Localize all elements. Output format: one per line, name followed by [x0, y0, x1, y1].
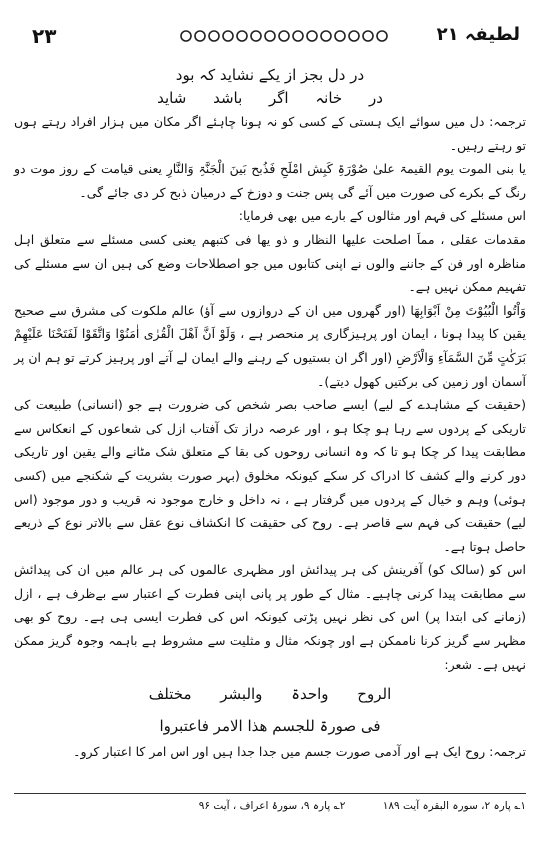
chain-link: [321, 31, 331, 41]
chain-link: [251, 31, 261, 41]
chain-link: [265, 31, 275, 41]
chain-link: [223, 31, 233, 41]
chain-link: [349, 31, 359, 41]
chapter-title: لطیفہ ۲۱: [436, 24, 520, 45]
page-number: ۲۳: [32, 24, 57, 48]
footnote-2: ۲؎ پارہ ۹، سورۂ اعراف ، آیت ۹۶: [198, 800, 346, 812]
hadith-paragraph: یا بنی الموت یوم القیمۃ علیٰ صُوْرَۃِ کَبِش امْلَحِ فَذُبح بَینَ الْجَنَّۃِ وَالنَّارِ یعنی قیامت کے روز موت دو رنگ کے بکرے کی صورت میں آئے گی پس جنت و دوزخ کے درمیان ذبح کر دی جائے گی۔: [14, 161, 526, 200]
rational-premises-paragraph: مقدمات عقلی ، مماَ اصلحت علیھا النظار و ذو یھا فی کتبھم یعنی کسی مسئلے سے متعلق اہل مناظرہ اور فن کے جاننے والوں نے اپنی کتابوں میں جو اصطلاحات وضع کی ہیں ان سے مسئلے کی تفہیم ممکن نہیں ہے۔: [14, 231, 526, 295]
footnote-1: ۱؎ پارہ ۲، سورہ البقرہ آیت ۱۸۹: [382, 800, 526, 812]
chain-link: [363, 31, 373, 41]
poem-translation: ترجمہ: روح ایک ہے اور آدمی صورت جسم میں جدا جدا ہیں اور اس امر کا اعتبار کرو۔: [73, 744, 526, 760]
intro-line: اس مسئلے کی فہم اور مثالوں کے بارے میں بھی فرمایا:: [238, 208, 526, 224]
seeker-paragraph: اس کو (سالک کو) آفرینش کی ہر پیدائش اور مظہری عالموں کی ہر عالم میں ان کی پیدائش سے مطابقت پیدا کرنی چاہیے۔ مثال کے طور پر پانی اپنی فطرت کے اعتبار سے بےظرف ہے ، ازل (زمانے کی ابتدا پر) اس کی نظر نہیں پڑتی کیونکہ اس کی فطرت ایسی ہی ہے۔ روح کو بھی مظہر سے گریز کرنا ناممکن ہے اور چونکہ مثال و مثلیت سے مشروط ہے باہمہ وجوہ گریز ممکن نہیں ہے۔ شعر:: [14, 562, 526, 672]
footnotes: [14, 800, 526, 812]
page-header: [14, 24, 526, 50]
persian-verse-line-1: در دل بجز از یکے نشاید کہ بود: [175, 66, 365, 84]
chain-link: [209, 31, 219, 41]
chain-link: [293, 31, 303, 41]
chain-ornament: [179, 28, 389, 44]
chain-link: [195, 31, 205, 41]
chain-link: [307, 31, 317, 41]
reality-paragraph: (حقیقت کے مشاہدے کے لیے) ایسے صاحب بصر شخص کی ضرورت ہے جو (انسانی) طبیعت کی تاریکی کے پردوں سے رہا ہو چکا ہو ، اور عرصہ دراز تک آفتاب ازل کی شعاعوں کے انعکاس سے مطابقت پیدا کر چکا ہو تا کہ وہ انسانی روحوں کی بقا کے متعلق شک مٹانے والے یقین اور تاریکی دور کرنے والے کشف کا ادراک کر سکے کیونکہ مخلوق (بہر صورت بشریت کے شکنجے میں (کسی ہوئی) وہم و خیال کے پردوں میں گرفتار ہے ، نہ داخل و خارج موجود نہ قریب و دور موجود (اس لیے) حقیقت کی فہم سے قاصر ہے۔ روح کی حقیقت کا انکشاف نوع عقل سے بالاتر نوع کے ذریعے حاصل ہوتا ہے۔: [14, 397, 526, 554]
translation-paragraph: ترجمہ: دل میں سوائے ایک ہستی کے کسی کو نہ ہونا چاہئے اگر مکان میں ہزار افراد رہتے ہوں تو رہتے رہیں۔: [14, 114, 526, 153]
chain-link: [279, 31, 289, 41]
persian-verse-line-2: در خانہ اگر باشد شاید: [157, 89, 383, 107]
chain-link: [335, 31, 345, 41]
footnote-divider: [14, 793, 526, 794]
quran-verse-paragraph: وَاْتُوا الْبُیُوْتَ مِنْ اَبْوَابِھَا (اور گھروں میں ان کے دروازوں سے آؤ) عالم ملکوت کی مشرق سے صحیح یقین کا پیدا ہونا ، ایمان اور پرہیزگاری پر منحصر ہے ، وَلَوْ اَنَّ اَھْلَ الْقُرٰی اٰمَنُوْا وَاتَّقَوْا لَفَتَحْنَا عَلَیْھِمْ بَرَکٰتٍ مِّنَ السَّمَآءِ وَالْاَرْضِ (اور اگر ان بستیوں کے رہنے والے ایمان لے آتے اور پرہیز کرتے تو ہم ان پر آسمان اور زمین کی برکتیں کھول دیتے)۔: [14, 302, 526, 389]
arabic-poem-line-1: الروح واحدۃ والبشر مختلف: [148, 685, 392, 704]
page-body: [14, 64, 526, 764]
chain-link: [181, 31, 191, 41]
chain-link: [377, 31, 387, 41]
chain-link: [237, 31, 247, 41]
arabic-poem-line-2: فی صورۃ للجسم ھذا الامر فاعتبروا: [159, 717, 381, 736]
